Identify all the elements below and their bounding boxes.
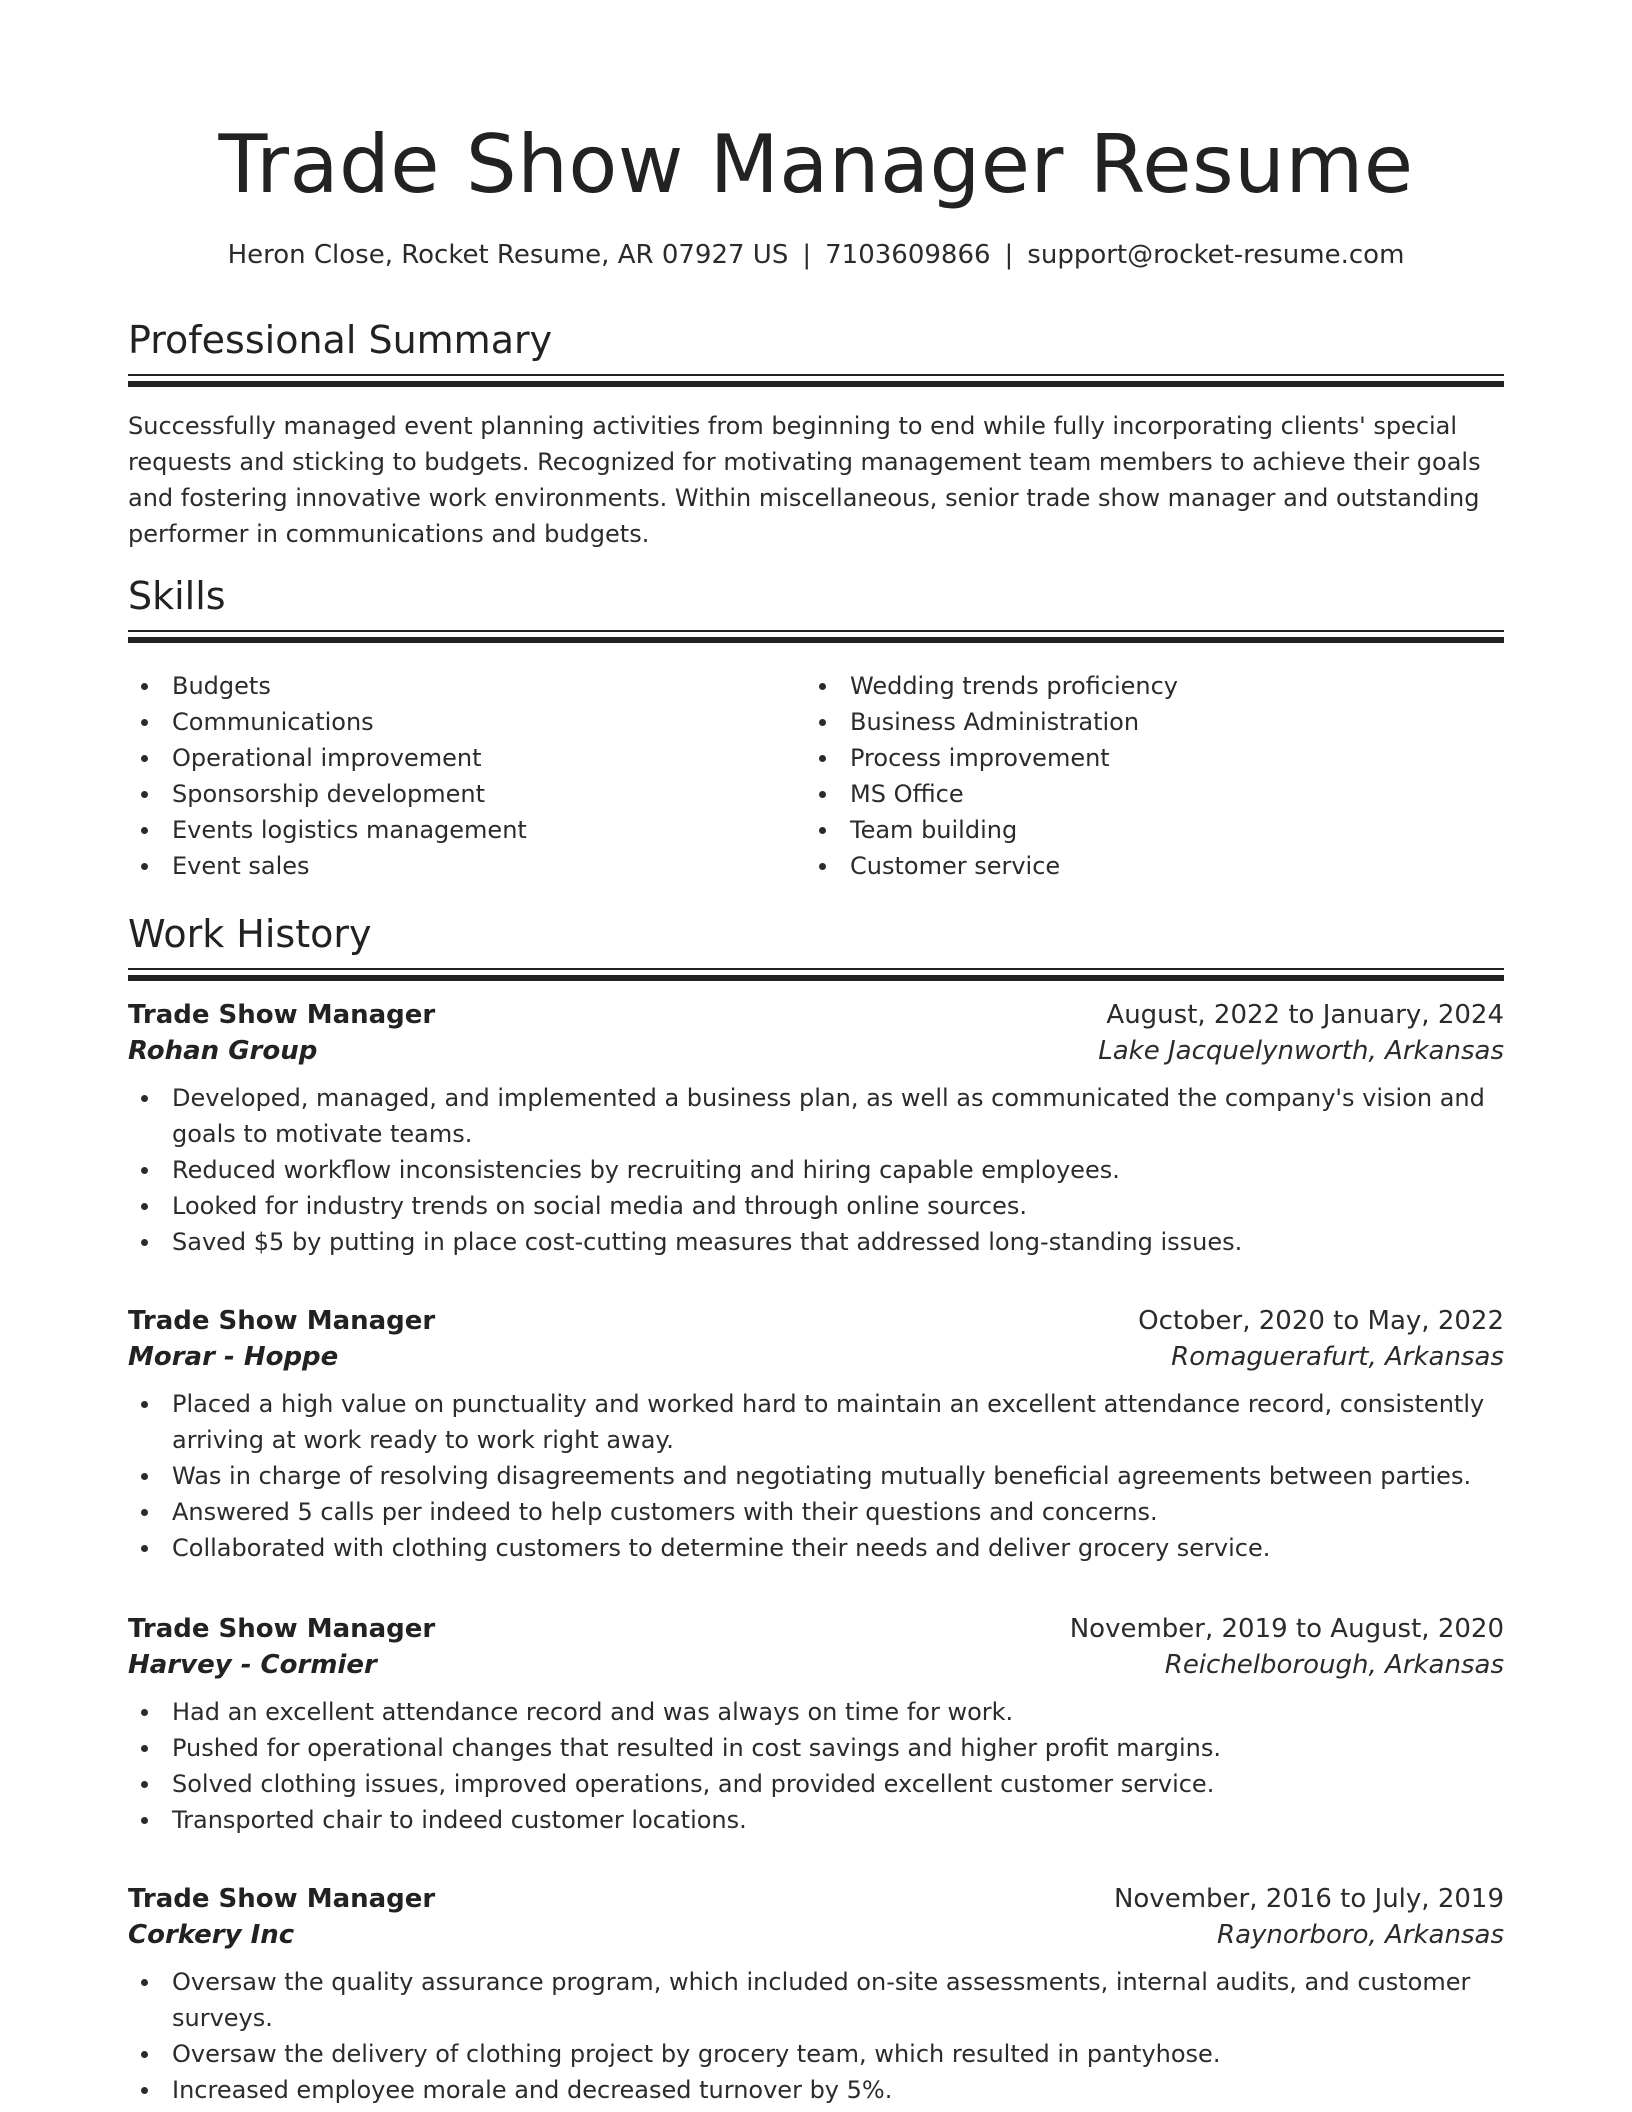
job-dates: October, 2020 to May, 2022: [1138, 1306, 1504, 1336]
skill-item: Process improvement: [806, 740, 1484, 776]
skills-heading: Skills: [128, 574, 226, 618]
job-bullet: Developed, managed, and implemented a business plan, as well as communicated the company's vision and goals to motivate teams.: [128, 1080, 1504, 1152]
contact-separator: |: [1004, 240, 1014, 270]
job-company: Harvey - Cormier: [128, 1650, 377, 1680]
resume-title: Trade Show Manager Resume: [218, 118, 1414, 211]
job-dates: November, 2019 to August, 2020: [1069, 1614, 1504, 1644]
job-dates: November, 2016 to July, 2019: [1113, 1884, 1504, 1914]
job-bullet: Collaborated with clothing customers to determine their needs and deliver grocery service.: [128, 1530, 1504, 1566]
job-location: Romaguerafurt, Arkansas: [1171, 1342, 1504, 1372]
skills-column-left: [128, 668, 806, 884]
job-bullet: Oversaw the delivery of clothing project by grocery team, which resulted in pantyhose.: [128, 2036, 1504, 2072]
job-location: Reichelborough, Arkansas: [1164, 1650, 1504, 1680]
job-bullets: [128, 1964, 1504, 2108]
work-divider: [128, 968, 1504, 981]
contact-line: [128, 240, 1504, 270]
skill-item: Business Administration: [806, 704, 1484, 740]
job-bullet: Solved clothing issues, improved operations, and provided excellent customer service.: [128, 1766, 1504, 1802]
summary-divider: [128, 374, 1504, 387]
contact-address: Heron Close, Rocket Resume, AR 07927 US: [227, 240, 789, 270]
work-heading: Work History: [128, 912, 372, 956]
skill-item: Events logistics management: [128, 812, 806, 848]
contact-phone: 7103609866: [825, 240, 991, 270]
job-entry: [128, 1306, 1504, 1566]
job-location: Raynorboro, Arkansas: [1217, 1920, 1504, 1950]
job-dates: August, 2022 to January, 2024: [1106, 1000, 1504, 1030]
job-title: Trade Show Manager: [128, 1000, 436, 1030]
job-company: Morar - Hoppe: [128, 1342, 339, 1372]
contact-email: support@rocket-resume.com: [1027, 240, 1405, 270]
skill-item: Operational improvement: [128, 740, 806, 776]
contact-separator: |: [802, 240, 812, 270]
job-bullets: [128, 1694, 1504, 1838]
job-entry: [128, 1614, 1504, 1838]
job-title: Trade Show Manager: [128, 1614, 436, 1644]
job-bullet: Placed a high value on punctuality and worked hard to maintain an excellent attendance record, consistently arriving at work ready to work right away.: [128, 1386, 1504, 1458]
skills-divider: [128, 630, 1504, 643]
skills-section-header: [128, 574, 1504, 618]
job-bullet: Pushed for operational changes that resulted in cost savings and higher profit margins.: [128, 1730, 1504, 1766]
skill-item: MS Office: [806, 776, 1484, 812]
skills-column-right: [806, 668, 1484, 884]
job-bullet: Answered 5 calls per indeed to help customers with their questions and concerns.: [128, 1494, 1504, 1530]
job-bullet: Saved $5 by putting in place cost-cutting measures that addressed long-standing issues.: [128, 1224, 1504, 1260]
summary-section-header: [128, 318, 1504, 362]
skill-item: Sponsorship development: [128, 776, 806, 812]
skill-item: Customer service: [806, 848, 1484, 884]
job-bullet: Was in charge of resolving disagreements and negotiating mutually beneficial agreements between parties.: [128, 1458, 1504, 1494]
job-bullet: Looked for industry trends on social media and through online sources.: [128, 1188, 1504, 1224]
job-bullets: [128, 1080, 1504, 1260]
skill-item: Team building: [806, 812, 1484, 848]
job-bullets: [128, 1386, 1504, 1566]
skill-item: Communications: [128, 704, 806, 740]
job-title: Trade Show Manager: [128, 1306, 436, 1336]
skill-item: Wedding trends proficiency: [806, 668, 1484, 704]
job-bullet: Reduced workflow inconsistencies by recruiting and hiring capable employees.: [128, 1152, 1504, 1188]
summary-heading: Professional Summary: [128, 318, 553, 362]
job-bullet: Increased employee morale and decreased turnover by 5%.: [128, 2072, 1504, 2108]
job-bullet: Transported chair to indeed customer locations.: [128, 1802, 1504, 1838]
skills-list: [128, 668, 1504, 884]
job-entry: [128, 1884, 1504, 2108]
job-location: Lake Jacquelynworth, Arkansas: [1098, 1036, 1504, 1066]
skill-item: Event sales: [128, 848, 806, 884]
job-company: Corkery Inc: [128, 1920, 295, 1950]
job-company: Rohan Group: [128, 1036, 318, 1066]
work-section-header: [128, 912, 1504, 956]
job-bullet: Oversaw the quality assurance program, which included on-site assessments, internal audits, and customer surveys.: [128, 1964, 1504, 2036]
skill-item: Budgets: [128, 668, 806, 704]
job-title: Trade Show Manager: [128, 1884, 436, 1914]
job-entry: [128, 1000, 1504, 1260]
job-bullet: Had an excellent attendance record and was always on time for work.: [128, 1694, 1504, 1730]
summary-text: Successfully managed event planning activities from beginning to end while fully incorporating clients' special requests and sticking to budgets. Recognized for motivating management team members to achieve their goals and fostering innovative work environments. Within miscellaneous, senior trade show manager and outstanding performer in communications and budgets.: [128, 412, 1481, 548]
